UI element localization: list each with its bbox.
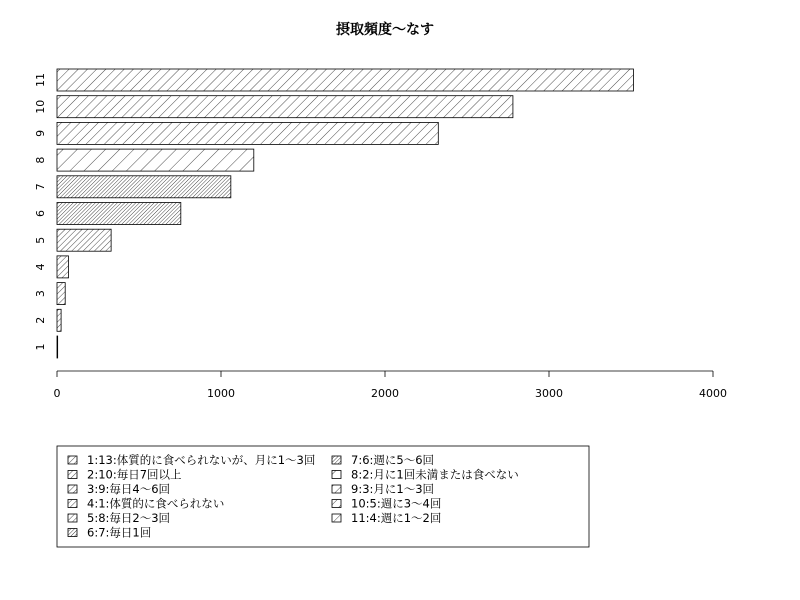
y-tick-label-10: 10 (34, 99, 47, 114)
y-tick-label-9: 9 (34, 129, 47, 137)
legend-swatch-1 (68, 456, 77, 464)
bar-10 (57, 96, 513, 118)
x-tick-label: 3000 (535, 387, 563, 400)
y-tick-label-1: 1 (34, 343, 47, 351)
legend-label-11: 11:4:週に1〜2回 (351, 511, 442, 525)
legend-label-3: 3:9:毎日4〜6回 (87, 482, 171, 496)
chart-title: 摂取頻度〜なす (336, 22, 434, 38)
y-tick-label-8: 8 (34, 156, 47, 164)
bar-5 (57, 229, 111, 251)
y-tick-label-3: 3 (34, 290, 47, 298)
legend-swatch-10 (332, 500, 341, 508)
legend-swatch-5 (68, 514, 77, 522)
legend-swatch-2 (68, 471, 77, 479)
bar-7 (57, 176, 231, 198)
legend-swatch-4 (68, 500, 77, 508)
legend-label-7: 7:6:週に5〜6回 (351, 453, 435, 467)
x-tick-label: 4000 (699, 387, 727, 400)
legend-label-9: 9:3:月に1〜3回 (351, 482, 435, 496)
bar-9 (57, 122, 438, 144)
bar-3 (57, 283, 65, 305)
x-tick-label: 1000 (207, 387, 235, 400)
y-tick-label-4: 4 (34, 263, 47, 271)
bar-1 (57, 336, 58, 358)
legend-label-6: 6:7:毎日1回 (87, 525, 152, 540)
x-tick-label: 0 (53, 387, 61, 400)
legend-swatch-8 (332, 471, 341, 479)
bar-2 (57, 309, 61, 331)
bar-11 (57, 69, 633, 91)
y-axis-tick-labels (34, 73, 47, 351)
x-tick-label: 2000 (371, 387, 399, 400)
legend (57, 446, 589, 547)
legend-label-10: 10:5:週に3〜4回 (351, 496, 442, 511)
legend-swatch-11 (332, 514, 341, 522)
legend-label-4: 4:1:体質的に食べられない (87, 496, 225, 511)
bars-layer (57, 69, 633, 358)
x-axis (54, 371, 728, 400)
bar-6 (57, 203, 181, 225)
legend-label-1: 1:13:体質的に食べられないが、月に1〜3回 (87, 453, 316, 467)
bar-4 (57, 256, 68, 278)
y-tick-label-6: 6 (34, 210, 47, 217)
y-tick-label-7: 7 (34, 183, 47, 191)
legend-label-8: 8:2:月に1回未満または食べない (351, 467, 519, 482)
y-tick-label-2: 2 (34, 316, 47, 324)
y-tick-label-5: 5 (34, 236, 47, 244)
legend-label-2: 2:10:毎日7回以上 (87, 467, 182, 482)
legend-swatch-7 (332, 456, 341, 464)
y-tick-label-11: 11 (34, 73, 47, 87)
legend-swatch-3 (68, 485, 77, 493)
bar-8 (57, 149, 254, 171)
legend-label-5: 5:8:毎日2〜3回 (87, 511, 171, 525)
legend-swatch-6 (68, 529, 77, 537)
legend-swatch-9 (332, 485, 341, 493)
